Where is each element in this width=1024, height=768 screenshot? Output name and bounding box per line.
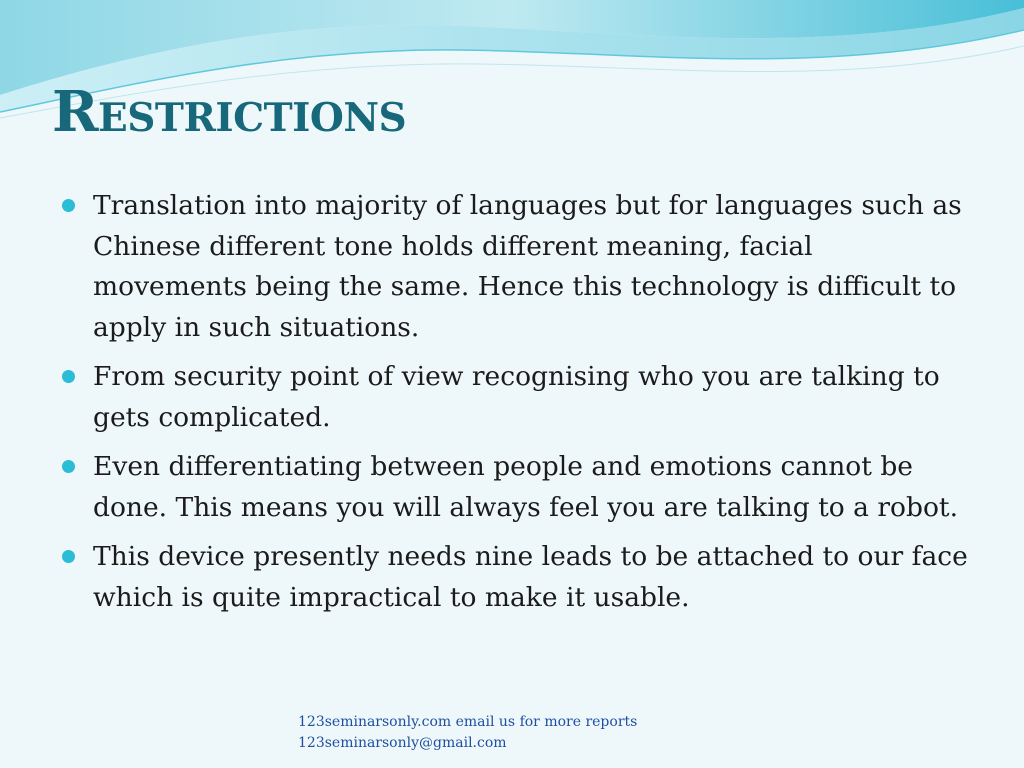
bullet-dot-icon <box>62 550 75 563</box>
bullet-text: From security point of view recognising who you are talking to gets complicated. <box>93 361 940 433</box>
bullet-dot-icon <box>62 199 75 212</box>
bullet-text: This device presently needs nine leads to be attached to our face which is quite impractical to make it usable. <box>93 541 968 613</box>
footer-email-text: 123seminarsonly@gmail.com <box>298 735 507 751</box>
bullet-item <box>62 357 972 438</box>
bullet-item <box>62 186 972 348</box>
bullet-item <box>62 447 972 528</box>
bullet-item <box>62 537 972 618</box>
bullet-dot-icon <box>62 460 75 473</box>
footer-site-text: 123seminarsonly.com email us for more reports <box>298 714 638 730</box>
bullet-text: Even differentiating between people and emotions cannot be done. This means you will always feel you are talking to a robot. <box>93 451 958 523</box>
bullet-dot-icon <box>62 370 75 383</box>
bullet-text: Translation into majority of languages but for languages such as Chinese different tone holds different meaning, facial movements being the same. Hence this technology is difficult to apply in such situations. <box>93 190 962 343</box>
bullet-list <box>62 186 972 627</box>
slide-title: Restrictions <box>52 79 407 145</box>
footer <box>298 712 637 754</box>
